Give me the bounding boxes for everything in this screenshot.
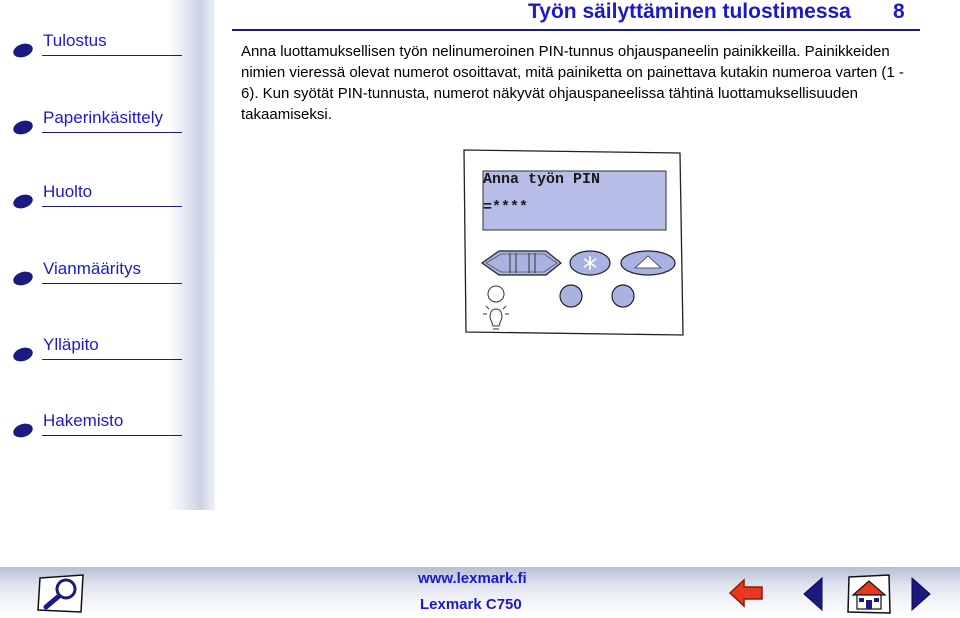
back-arrow-icon[interactable]	[728, 577, 764, 609]
body-paragraph: Anna luottamuksellisen työn nelinumeroinen PIN-tunnus ohjauspaneelin painikkeilla. Painikkeiden nimien vieressä olevat numerot osoittavat, mitä painiketta on painettava kutakin numeroa varten (1 - 6). Kun syötät PIN-tunnusta, numerot näkyvät ohjauspaneelissa tähtinä luottamuksellisuuden takaamiseksi.	[241, 43, 904, 123]
sidebar-navigation	[0, 0, 215, 510]
nav-underline	[42, 283, 182, 284]
footer-url-link[interactable]: www.lexmark.fi	[418, 570, 527, 587]
sidebar-item-vianmaaritys[interactable]	[0, 257, 190, 297]
sidebar-item-tulostus[interactable]	[0, 29, 190, 69]
nav-underline	[42, 435, 182, 436]
lcd-text-line-1: Anna työn PIN	[483, 171, 601, 188]
home-icon[interactable]	[845, 573, 893, 615]
nav-bullet-icon	[12, 347, 34, 362]
lcd-text-line-2: =****	[483, 199, 529, 216]
sidebar-item-label: Hakemisto	[43, 411, 124, 430]
sidebar-item-huolto[interactable]	[0, 180, 190, 220]
search-icon[interactable]	[37, 574, 87, 614]
return-button[interactable]	[621, 251, 675, 275]
next-page-icon[interactable]	[909, 576, 933, 612]
select-button[interactable]	[570, 251, 610, 275]
sidebar-item-paperinkasittely[interactable]	[0, 106, 190, 146]
nav-underline	[42, 359, 182, 360]
sidebar-item-hakemisto[interactable]	[0, 409, 190, 449]
page-number: 8	[893, 0, 905, 23]
nav-bullet-icon	[12, 194, 34, 209]
header-divider	[232, 29, 920, 31]
previous-page-icon[interactable]	[801, 576, 825, 612]
sidebar-item-label: Paperinkäsittely	[43, 108, 164, 127]
nav-underline	[42, 55, 182, 56]
status-indicator-light	[488, 286, 504, 302]
menu-button[interactable]	[482, 251, 561, 275]
stop-button[interactable]	[560, 285, 582, 307]
sidebar-item-label: Ylläpito	[43, 335, 99, 354]
go-button[interactable]	[612, 285, 634, 307]
nav-underline	[42, 132, 182, 133]
sidebar-item-label: Vianmääritys	[43, 259, 141, 278]
nav-bullet-icon	[12, 423, 34, 438]
nav-bullet-icon	[12, 120, 34, 135]
nav-bullet-icon	[12, 43, 34, 58]
nav-underline	[42, 206, 182, 207]
footer-product-name: Lexmark C750	[420, 596, 522, 613]
sidebar-item-label: Tulostus	[43, 31, 107, 50]
sidebar-item-label: Huolto	[43, 182, 93, 201]
sidebar-item-yllapito[interactable]	[0, 333, 190, 373]
nav-bullet-icon	[12, 271, 34, 286]
page-title: Työn säilyttäminen tulostimessa	[528, 0, 851, 23]
